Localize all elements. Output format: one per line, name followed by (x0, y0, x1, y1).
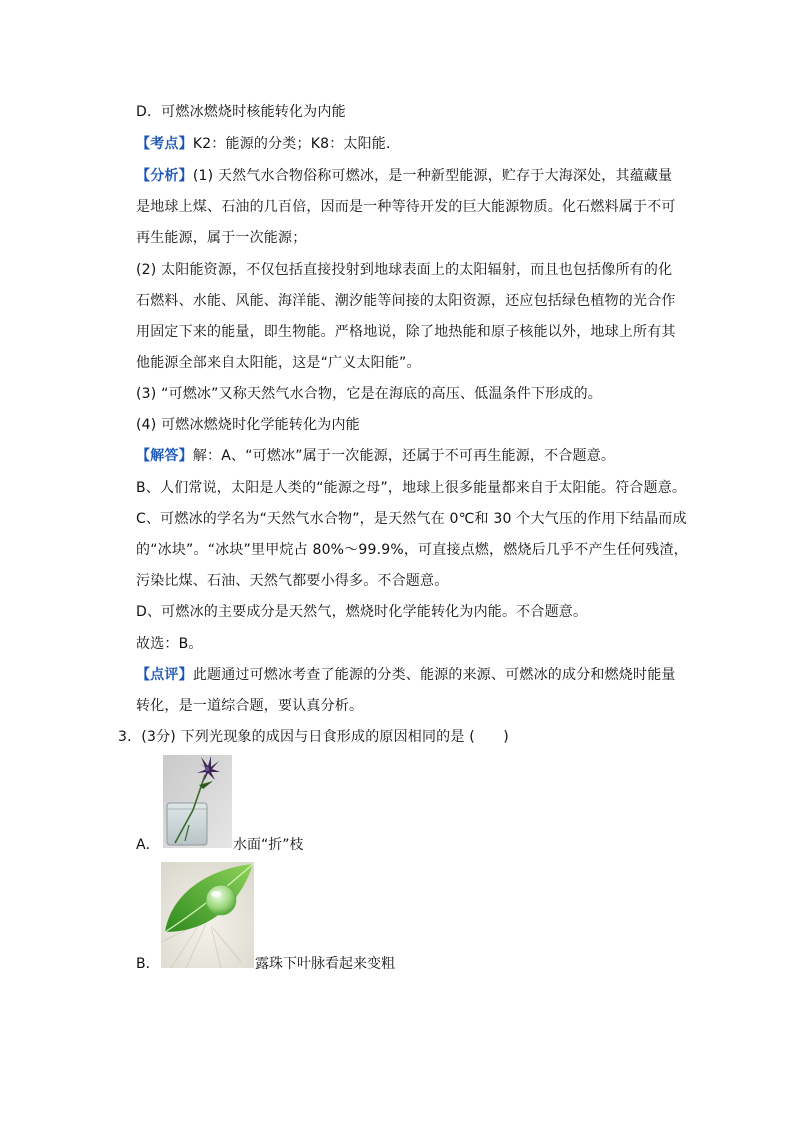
fenxi-text-4: (2) 太阳能资源，不仅包括直接投射到地球表面上的太阳辐射，而且也包括像所有的化 (136, 262, 673, 278)
fenxi-tag: 【分析】 (136, 168, 193, 184)
jieda-tag: 【解答】 (136, 448, 193, 464)
jieda-text-5: 污染比煤、石油、天然气都要小得多。不合题意。 (136, 573, 449, 589)
leaf-dewdrop-icon (161, 862, 254, 968)
dianping-tag: 【点评】 (136, 667, 193, 683)
option-b-text: 露珠下叶脉看起来变粗 (255, 956, 395, 972)
option-b-image (161, 862, 254, 968)
fenxi-text-2: 是地球上煤、石油的几百倍，因而是一种等待开发的巨大能源物质。化石燃料属于不可 (136, 199, 676, 215)
option-b-label: B． (136, 956, 160, 972)
jieda-text-6: D、可燃冰的主要成分是天然气，燃烧时化学能转化为内能。不合题意。 (136, 604, 588, 620)
option-d-previous: D．可燃冰燃烧时核能转化为内能 (136, 104, 346, 120)
dianping-text-2: 转化，是一道综合题，要认真分析。 (136, 698, 364, 714)
fenxi-text-3: 再生能源，属于一次能源； (136, 230, 307, 246)
fenxi-text-1: (1) 天然气水合物俗称可燃冰，是一种新型能源，贮存于大海深处，其蕴藏量 (192, 168, 673, 184)
jieda-text-7: 故选：B。 (136, 636, 203, 652)
jieda-text-2: B、人们常说，太阳是人类的“能源之母”，地球上很多能量都来自于太阳能。符合题意。 (136, 480, 687, 496)
kaodian-text: K2：能源的分类；K8：太阳能． (192, 136, 401, 152)
jieda-row-1 (136, 446, 615, 466)
dianping-text-1: 此题通过可燃冰考查了能源的分类、能源的来源、可燃冰的成分和燃烧时能量 (192, 667, 676, 683)
fenxi-text-5: 石燃料、水能、风能、海洋能、潮汐能等间接的太阳资源，还应包括绿色植物的光合作 (136, 293, 676, 309)
fenxi-text-7: 他能源全部来自太阳能，这是“广义太阳能”。 (136, 355, 421, 371)
fenxi-text-9: (4) 可燃冰燃烧时化学能转化为内能 (136, 417, 360, 433)
jieda-text-3: C、可燃冰的学名为“天然气水合物”，是天然气在 0℃和 30 个大气压的作用下结晶而成 (136, 511, 687, 527)
option-a-image (163, 755, 232, 848)
fenxi-text-8: (3) “可燃冰”又称天然气水合物，它是在海底的高压、低温条件下形成的。 (136, 386, 602, 402)
glass-flower-icon (163, 755, 232, 848)
option-a-text: 水面“折”枝 (233, 837, 304, 853)
jieda-text-4: 的“冰块”。“冰块”里甲烷占 80%～99.9%，可直接点燃，燃烧后几乎不产生任何残渣， (136, 542, 688, 558)
dianping-row-1 (136, 665, 676, 685)
jieda-text-1: 解：A、“可燃冰”属于一次能源，还属于不可再生能源，不合题意。 (192, 448, 616, 464)
question-3-stem: 3．(3分) 下列光现象的成因与日食形成的原因相同的是 ( ) (118, 729, 509, 745)
fenxi-text-6: 用固定下来的能量，即生物能。严格地说，除了地热能和原子核能以外，地球上所有其 (136, 324, 676, 340)
option-a-label: A． (136, 837, 160, 853)
fenxi-row-1 (136, 166, 672, 186)
kaodian-row (136, 134, 400, 154)
kaodian-tag: 【考点】 (136, 136, 193, 152)
